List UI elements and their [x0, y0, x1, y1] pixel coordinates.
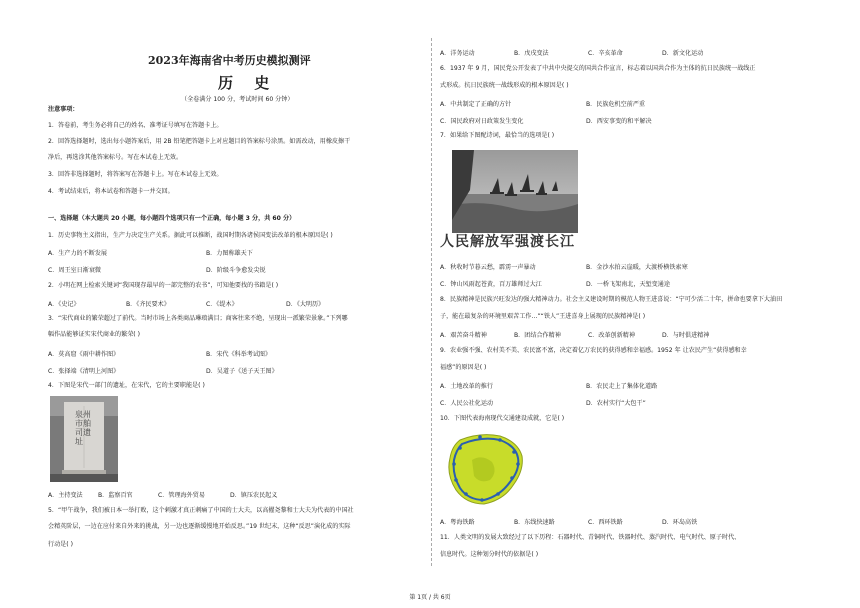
stele-inscription: 泉州市舶司遗址	[75, 410, 91, 446]
page-footer: 第 1页 / 共 6页	[409, 594, 451, 601]
option-a[interactable]: A．土地改革的推行	[440, 383, 493, 390]
question-11-stem: 11．人类文明的发展大致经过了以下历程：石器时代、青铜时代、铁器时代、蒸汽时代、电气时代、原子时代、	[440, 534, 741, 541]
option-b[interactable]: B．力图称雄天下	[206, 250, 253, 257]
river-crossing-image	[452, 150, 578, 233]
option-d[interactable]: D．环岛高铁	[662, 519, 698, 526]
option-c[interactable]: C．周王室日渐衰微	[48, 267, 102, 274]
notes-heading: 注意事项：	[48, 106, 79, 113]
option-a[interactable]: A．生产力的不断发展	[48, 250, 108, 257]
note-item: 1．答卷前，考生务必将自己的姓名、准考证号填写在答题卡上。	[48, 122, 223, 129]
question-3-options-row1	[48, 349, 271, 358]
question-5-stem-cont: 会精英阶层，一边在应付来自外来的挑战，另一边也逐渐缓慢地开始反思。”19 世纪末，这种“反思”演化成的实际	[48, 523, 351, 530]
section-heading: 一、选择题（本大题共 20 小题，每小题四个选项只有一个正确，每小题 3 分，共 60 分）	[48, 215, 296, 222]
option-c[interactable]: C．国民政府对日政策发生变化	[440, 118, 524, 125]
question-4-stem: 4．下图是宋代一部门的遗址，在宋代，它的主要职能是( )	[48, 382, 205, 389]
option-b[interactable]: B．金沙水拍云崖暖，大渡桥横铁索寒	[586, 264, 688, 271]
option-c[interactable]: C．管理海外贸易	[158, 492, 205, 499]
question-9-stem: 9．农业强不强、农村美不美、农民富不富，决定着亿万农民的获得感和幸福感。1952 年 让农民产生“获得感和幸	[440, 347, 747, 354]
column-divider	[431, 38, 432, 566]
subject-title: 历 史	[218, 74, 278, 92]
hainan-map-image	[442, 430, 526, 510]
question-3-stem: 3．“宋代商业的繁荣超过了前代。当时市场上各类商品琳琅满目；商客往来不绝，呈现出一派繁荣景象。”下列哪	[48, 315, 348, 322]
option-c[interactable]: C．人民公社化运动	[440, 400, 494, 407]
option-b[interactable]: B．民族危机空前严重	[586, 101, 646, 108]
option-c[interactable]: C．《缇木》	[206, 301, 238, 308]
question-6-stem-cont: 式形成。抗日民族统一战线形成的根本原因是( )	[440, 82, 569, 89]
stele-photo	[50, 396, 118, 482]
option-a[interactable]: A．秋收时节暮云愁，霹雳一声暴动	[440, 264, 536, 271]
option-d[interactable]: D．一桥飞架南北，天堑变通途	[586, 281, 670, 288]
question-9-options-row1	[440, 381, 657, 390]
question-9-options-row2	[440, 398, 646, 407]
question-7-stem: 7．如果给下图配诗词，最恰当的选项是( )	[440, 132, 555, 139]
option-d[interactable]: D．吴道子《送子天王图》	[206, 368, 278, 375]
question-8-options	[440, 330, 709, 339]
option-a[interactable]: A．洋务运动	[440, 50, 475, 57]
option-a[interactable]: A．粤海铁路	[440, 519, 475, 526]
option-b[interactable]: B．宋代《科举考试图》	[206, 351, 272, 358]
river-crossing-photo	[452, 150, 578, 233]
option-b[interactable]: B．农民走上了集体化道路	[586, 383, 658, 390]
question-9-stem-cont: 福感”的原因是( )	[440, 364, 487, 371]
question-10-options	[440, 517, 697, 526]
option-b[interactable]: B．团结合作精神	[514, 332, 561, 339]
option-a[interactable]: A．主持变法	[48, 492, 83, 499]
hainan-rail-map	[442, 430, 526, 510]
option-a[interactable]: A．中共制定了正确的方针	[440, 101, 512, 108]
question-8-stem: 8．民族精神是民族兴旺发达的强大精神动力。社会主义建设时期的模范人物王进喜说：“宁可少活二十年，拼命也要拿下大油田	[440, 296, 783, 303]
option-c[interactable]: C．改革创新精神	[588, 332, 635, 339]
question-3-stem-cont: 幅作品能够证实宋代商业的繁荣( )	[48, 331, 141, 338]
option-c[interactable]: C．钟山风雨起苍黄，百万雄师过大江	[440, 281, 542, 288]
question-8-stem-cont: 子，能在最复杂的环境里艰苦工作…”“铁人”王进喜身上展现的民族精神是( )	[440, 313, 646, 320]
question-4-options	[48, 490, 277, 499]
question-1-options-row1	[48, 248, 253, 257]
exam-title: 2023年海南省中考历史模拟测评	[148, 54, 311, 67]
option-b[interactable]: B．监察百官	[98, 492, 133, 499]
option-a[interactable]: A．莫高窟《雨中耕作图》	[48, 351, 120, 358]
option-a[interactable]: A．《史记》	[48, 301, 80, 308]
note-item: 3．回答非选择题时，将答案写在答题卡上。写在本试卷上无效。	[48, 171, 223, 178]
question-10-stem: 10．下图代表海南现代交通建设成就，它是( )	[440, 415, 565, 422]
option-d[interactable]: D．西安事变的和平解决	[586, 118, 652, 125]
option-d[interactable]: D．镇压农民起义	[230, 492, 278, 499]
question-5-stem: 5．“甲午战争，我们被日本一举打败，这个刺激才真正刺痛了中国的士大夫，以高擢尧黎和士大夫为代表的中国社	[48, 507, 354, 514]
option-d[interactable]: D．与时俱进精神	[662, 332, 710, 339]
note-item: 2．回答选择题时，选出每小题答案后，用 2B 铅笔把答题卡上对应题目的答案标号涂黑。如需改动，用橡皮擦干	[48, 138, 351, 145]
option-c[interactable]: C．张择端《清明上河图》	[48, 368, 120, 375]
option-c[interactable]: C．辛亥革命	[588, 50, 623, 57]
option-b[interactable]: B．《齐民要术》	[126, 301, 170, 308]
question-5-stem-end: 行动是( )	[48, 541, 73, 548]
note-item: 4．考试结束后，将本试卷和答题卡一并交回。	[48, 188, 174, 195]
question-6-options-row2	[440, 116, 652, 125]
question-2-stem: 2．小明在网上检索关键词“我国现存最早的一部完整的农书”，可知他要找的书籍是( )	[48, 282, 279, 289]
question-7-options-row2	[440, 279, 670, 288]
option-c[interactable]: C．西环铁路	[588, 519, 623, 526]
question-7-options-row1	[440, 262, 688, 271]
question-6-stem: 6．1937 年 9 月，国民党公开发表了中共中央提交的国共合作宣言，标志着以国共合作为主体的抗日民族统一战线正	[440, 65, 756, 72]
question-6-options-row1	[440, 99, 645, 108]
question-1-stem: 1．历史事物主义指出，生产力决定生产关系。据此可以推断，战国时期各诸侯国变法改革的根本原因是( )	[48, 232, 333, 239]
option-b[interactable]: B．东线快速路	[514, 519, 555, 526]
question-2-options	[48, 299, 324, 308]
option-a[interactable]: A．艰苦奋斗精神	[440, 332, 487, 339]
question-1-options-row2	[48, 265, 266, 274]
option-d[interactable]: D．阶级斗争愈发尖锐	[206, 267, 266, 274]
note-item: 净后，再选涂其他答案标号。写在本试卷上无效。	[48, 154, 183, 161]
question-3-options-row2	[48, 366, 278, 375]
river-crossing-caption: 人民解放军强渡长江	[440, 234, 575, 250]
option-b[interactable]: B．戊戌变法	[514, 50, 549, 57]
question-11-stem-cont: 信息时代。这种划分时代的依据是( )	[440, 551, 539, 558]
score-info: （全卷满分 100 分，考试时间 60 分钟）	[181, 96, 294, 103]
option-d[interactable]: D．农村实行“大包干”	[586, 400, 646, 407]
option-d[interactable]: D．新文化运动	[662, 50, 704, 57]
question-5-options	[440, 48, 703, 57]
option-d[interactable]: D．《大明历》	[286, 301, 325, 308]
